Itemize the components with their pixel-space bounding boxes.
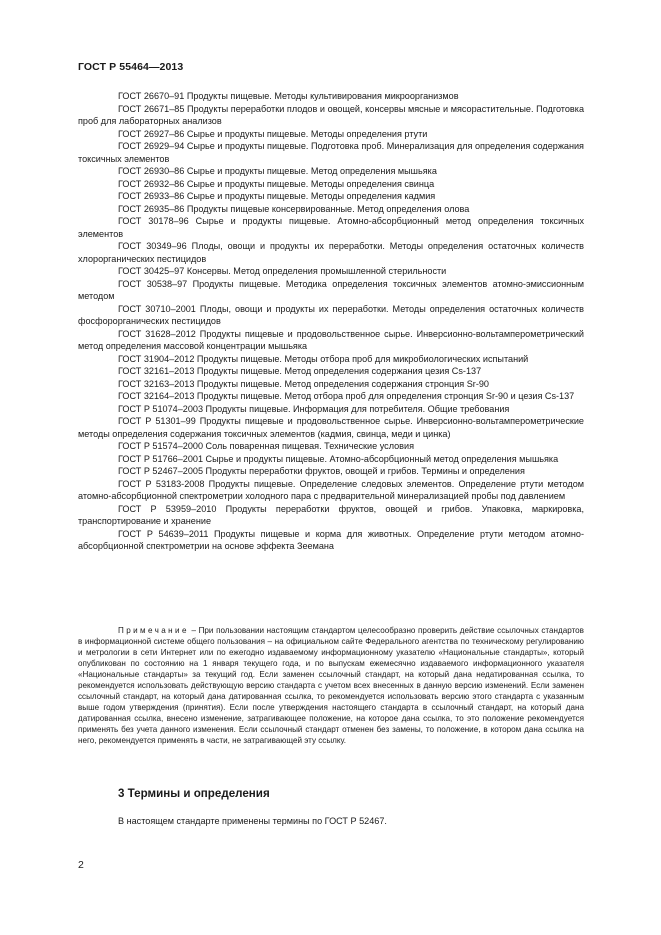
reference-item: ГОСТ 26932–86 Сырье и продукты пищевые. Методы определения свинца [118, 178, 435, 189]
reference-item: ГОСТ Р 51301–99 Продукты пищевые и продовольственное сырье. Инверсионно-вольтамперометрические методы определения содержания токсичных элементов (кадмия, свинца, меди и цинка) [78, 416, 584, 439]
reference-item: ГОСТ 26930–86 Сырье и продукты пищевые. Метод определения мышьяка [118, 166, 437, 176]
reference-item: ГОСТ 32161–2013 Продукты пищевые. Метод определения содержания цезия Cs-137 [118, 366, 482, 376]
note-text: При пользовании настоящим стандартом целесообразно проверить действие ссылочных стандартов в информационной системе общего пользования – на официальном сайте Федерального агентства по техническому регулированию и метрологии в сети Интернет или по ежегодно издаваемому информационному указателю «Национальные стандарты», который опубликован по состоянию на 1 января текущего года, и по выпускам ежемесячно издаваемого информационного указателя «Национальные стандарты» за текущий год. Если заменен ссылочный стандарт, на который дана недатированная ссылка, то рекомендуется использовать действующую версию стандарта с учетом всех внесенных в данную версию изменений. Если заменен ссылочный стандарт, на который дана датированная ссылка, то рекомендуется использовать версию этого стандарта с указанным выше годом утверждения (принятия). Если после утверждения настоящего стандарта в ссылочный стандарт, на который дана датированная ссылка, внесено изменение, затрагивающее положение, на которое дана ссылка, то это положение рекомендуется применять без учета данного изменения. Если ссылочный стандарт отменен без замены, то положение, в котором дана ссылка на него, рекомендуется применять в части, не затрагивающей эту ссылку. [78, 626, 584, 746]
reference-item: ГОСТ 26671–85 Продукты переработки плодов и овощей, консервы мясные и мясорастительные. Подготовка проб для лабораторных анализов [78, 103, 584, 126]
reference-item: ГОСТ 32163–2013 Продукты пищевые. Метод определения содержания стронция Sr-90 [118, 378, 489, 389]
reference-item: ГОСТ 26933–86 Сырье и продукты пищевые. Методы определения кадмия [118, 191, 436, 201]
normative-references-list [78, 90, 584, 553]
page-number: 2 [78, 859, 84, 871]
reference-item: ГОСТ 26935–86 Продукты пищевые консервированные. Метод определения олова [118, 203, 470, 214]
note-label: Примечание [118, 626, 189, 635]
reference-item: ГОСТ 30710–2001 Плоды, овощи и продукты их переработки. Методы определения остаточных количеств фосфорорганических пестицидов [78, 303, 584, 326]
reference-item: ГОСТ 32164–2013 Продукты пищевые. Метод отбора проб для определения стронция Sr-90 и цезия Cs-137 [118, 391, 575, 401]
document-header: ГОСТ Р 55464—2013 [78, 61, 184, 73]
reference-item: ГОСТ Р 51766–2001 Сырье и продукты пищевые. Атомно-абсорбционный метод определения мышьяка [118, 453, 559, 464]
reference-item: ГОСТ 30538–97 Продукты пищевые. Методика определения токсичных элементов атомно-эмиссионным методом [78, 278, 584, 301]
reference-item: ГОСТ 30425–97 Консервы. Метод определения промышленной стерильности [118, 266, 447, 276]
reference-item: ГОСТ Р 52467–2005 Продукты переработки фруктов, овощей и грибов. Термины и определения [118, 466, 525, 476]
section-text: В настоящем стандарте применены термины по ГОСТ Р 52467. [118, 816, 387, 826]
note-dash: – [188, 626, 199, 635]
reference-item: ГОСТ Р 53183-2008 Продукты пищевые. Определение следовых элементов. Определение ртути методом атомно-абсорбционной спектрометрии холодного пара с предварительной минерализацией пробы под давлением [78, 478, 584, 501]
section-heading: 3 Термины и определения [118, 787, 270, 800]
reference-item: ГОСТ 31904–2012 Продукты пищевые. Методы отбора проб для микробиологических испытаний [118, 353, 529, 364]
reference-item: ГОСТ 30178–96 Сырье и продукты пищевые. Атомно-абсорбционный метод определения токсичных элементов [78, 216, 584, 239]
reference-item: ГОСТ Р 54639–2011 Продукты пищевые и корма для животных. Определение ртути методом атомно-абсорбционной спектрометрии на основе эффекта Зеемана [78, 528, 584, 551]
reference-item: ГОСТ 31628–2012 Продукты пищевые и продовольственное сырье. Инверсионно-вольтамперометрический метод определения массовой концентрации мышьяка [78, 328, 584, 351]
reference-item: ГОСТ 26927–86 Сырье и продукты пищевые. Методы определения ртути [118, 128, 428, 139]
note-paragraph [78, 625, 584, 747]
reference-item: ГОСТ Р 51074–2003 Продукты пищевые. Информация для потребителя. Общие требования [118, 403, 510, 414]
reference-item: ГОСТ 26670–91 Продукты пищевые. Методы культивирования микроорганизмов [118, 91, 459, 101]
reference-item: ГОСТ Р 51574–2000 Соль поваренная пищевая. Технические условия [118, 441, 414, 451]
reference-item: ГОСТ Р 53959–2010 Продукты переработки фруктов, овощей и грибов. Упаковка, маркировка, транспортирование и хранение [78, 503, 584, 526]
reference-item: ГОСТ 26929–94 Сырье и продукты пищевые. Подготовка проб. Минерализация для определения содержания токсичных элементов [78, 141, 584, 164]
reference-item: ГОСТ 30349–96 Плоды, овощи и продукты их переработки. Методы определения остаточных количеств хлорорганических пестицидов [78, 241, 584, 264]
